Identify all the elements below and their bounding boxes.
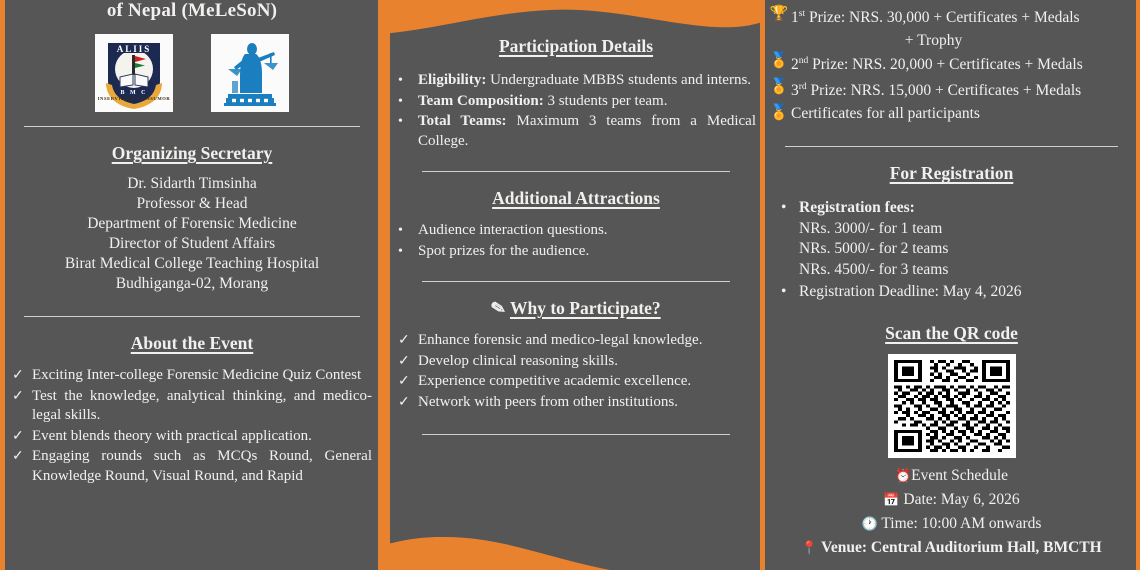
list-item [6, 387, 372, 426]
list-item-text: Spot prizes for the audience. [418, 242, 590, 259]
list-item [392, 112, 756, 151]
pencil-icon: ✎ [489, 296, 508, 320]
organizing-secretary-heading: Organizing Secretary [111, 143, 273, 163]
prize-rank-suffix: rd [798, 82, 807, 93]
check-icon: ✓ [398, 374, 410, 389]
medal-icon: 🏅 [769, 105, 789, 122]
prize-rank: 2 [791, 56, 799, 74]
secretary-designation: Professor & Head [136, 195, 248, 212]
list-item-text: Test the knowledge, analytical thinking, and medico-legal skills. [32, 387, 372, 423]
meleson-lady-justice-logo [211, 34, 289, 112]
registration-list [767, 198, 1136, 303]
prizes-list [767, 4, 1136, 124]
prize-text [791, 4, 1136, 28]
additional-attractions-heading: Additional Attractions [492, 188, 660, 208]
check-icon: ✓ [398, 353, 410, 369]
prize-text [791, 51, 1136, 75]
middle-column [392, 0, 760, 570]
list-item-text: Maximum 3 teams from a Medical College. [418, 113, 757, 149]
middle-divider-3 [422, 434, 730, 435]
organizing-secretary-details [6, 174, 378, 294]
left-divider-2 [24, 316, 360, 317]
why-participate-heading [392, 298, 760, 319]
registration-fee-3-teams: NRs. 4500/- for 3 teams [799, 260, 949, 278]
prize-detail: Certificates for all participants [791, 105, 980, 123]
event-date-text: Date: May 6, 2026 [903, 490, 1020, 508]
registration-deadline: Registration Deadline: May 4, 2026 [799, 283, 1022, 301]
list-item [392, 352, 760, 372]
svg-text:B M C: B M C [120, 90, 148, 96]
about-the-event-heading: About the Event [130, 333, 254, 353]
clock-icon: 🕐 [861, 515, 878, 531]
column-divider-left [378, 0, 390, 570]
prize-rank: 1 [791, 9, 799, 27]
scan-qr-heading: Scan the QR code [885, 322, 1018, 343]
organization-title: of Nepal (MeLeSoN) [106, 0, 278, 21]
list-item [392, 221, 760, 241]
middle-divider-1 [422, 171, 730, 172]
list-item-text: Enhance forensic and medico-legal knowledge. [418, 332, 703, 348]
participation-details-list [392, 71, 760, 151]
event-schedule [767, 464, 1136, 560]
event-schedule-heading-text: Event Schedule [911, 466, 1009, 484]
secretary-institution: Birat Medical College Teaching Hospital [64, 255, 320, 272]
for-registration-heading: For Registration [889, 163, 1014, 184]
list-item [6, 447, 372, 486]
list-item [392, 71, 756, 91]
list-item-text: Experience competitive academic excellence. [418, 373, 692, 389]
list-item-label: Total Teams: [418, 113, 507, 129]
about-the-event-list [6, 366, 378, 486]
check-icon: ✓ [12, 388, 24, 404]
logo-row [6, 34, 378, 112]
prize-detail: Prize: NRS. 30,000 + Certificates + Medals [808, 9, 1080, 27]
alarm-clock-icon: ⏰ [894, 467, 912, 483]
list-item-text: Event blends theory with practical application. [32, 427, 312, 444]
list-item [392, 331, 760, 351]
check-icon: ✓ [12, 449, 24, 464]
bullet-icon: • [398, 243, 403, 259]
event-venue-row [767, 536, 1136, 560]
prize-rank-suffix: nd [798, 56, 809, 67]
list-item-text: Network with peers from other institutions. [418, 393, 678, 410]
prize-row [767, 103, 1136, 124]
bottom-wave-decoration [380, 528, 762, 570]
prize-detail: Prize: NRS. 15,000 + Certificates + Medals [810, 82, 1082, 100]
check-icon: ✓ [12, 428, 24, 444]
registration-fee-2-teams: NRs. 5000/- for 2 teams [799, 240, 949, 258]
list-item [6, 366, 372, 386]
trophy-icon: 🏆 [769, 6, 789, 22]
list-item [6, 427, 372, 447]
event-time-row [767, 512, 1136, 536]
bullet-icon: • [781, 283, 787, 301]
list-item-text: Exciting Inter-college Forensic Medicine Quiz Contest [32, 367, 362, 383]
secretary-department: Department of Forensic Medicine [87, 215, 297, 232]
check-icon: ✓ [398, 394, 410, 410]
prize-rank-suffix: st [798, 9, 806, 19]
bullet-icon: • [398, 114, 403, 129]
bullet-icon: • [398, 93, 403, 109]
event-time-text: Time: 10:00 AM onwards [881, 514, 1042, 532]
list-item [767, 198, 1136, 280]
list-item [767, 282, 1136, 303]
list-item [392, 242, 760, 262]
registration-qr-code[interactable] [888, 354, 1016, 458]
list-item-text: 3 students per team. [547, 92, 668, 109]
top-wave-decoration [380, 0, 762, 34]
left-divider-1 [24, 126, 360, 127]
event-venue-text: Venue: Central Auditorium Hall, BMCTH [821, 538, 1102, 556]
medal-2-icon: 🏅 [769, 53, 789, 70]
bullet-icon: • [398, 73, 403, 88]
right-divider-1 [785, 146, 1118, 147]
bmc-crest-logo [95, 34, 173, 112]
list-item [392, 372, 760, 392]
prize-row [767, 51, 1136, 75]
prize-row [767, 77, 1136, 101]
prize-first-extra: + Trophy [904, 32, 963, 50]
list-item-label: Eligibility: [418, 72, 487, 88]
list-item-text: Engaging rounds such as MCQs Round, General Knowledge Round, Visual Round, and Rapid [32, 448, 372, 484]
location-pin-icon: 📍 [801, 539, 818, 555]
why-participate-list [392, 331, 760, 412]
secretary-role: Director of Student Affairs [108, 235, 276, 252]
event-date-row [767, 488, 1136, 512]
secretary-address: Budhiganga-02, Morang [115, 275, 269, 292]
bullet-icon: • [398, 223, 403, 238]
additional-attractions-list [392, 221, 760, 261]
qr-code-wrapper [767, 354, 1136, 458]
list-item-text: Develop clinical reasoning skills. [418, 352, 618, 369]
middle-divider-2 [422, 281, 730, 282]
medal-3-icon: 🏅 [769, 79, 789, 96]
list-item-text: Undergraduate MBBS students and interns. [490, 72, 752, 88]
list-item [392, 92, 756, 112]
svg-text:INSERVIENDO CONSUMOR: INSERVIENDO CONSUMOR [98, 96, 170, 101]
participation-details-heading: Participation Details [498, 36, 654, 56]
prize-detail: Prize: NRS. 20,000 + Certificates + Medals [812, 56, 1083, 74]
registration-fees-label: Registration fees: [799, 199, 915, 217]
column-divider-right [760, 0, 765, 570]
svg-text:ALIIS: ALIIS [116, 44, 152, 54]
prize-text [791, 77, 1136, 101]
left-column [6, 0, 378, 570]
calendar-icon: 📅 [883, 491, 900, 507]
secretary-name: Dr. Sidarth Timsinha [127, 175, 257, 192]
registration-fee-1-team: NRs. 3000/- for 1 team [799, 219, 943, 237]
prize-rank: 3 [791, 82, 799, 100]
why-participate-heading-text: Why to Participate? [510, 298, 661, 318]
list-item-text: Audience interaction questions. [418, 222, 608, 238]
list-item-label: Team Composition: [418, 92, 544, 109]
list-item [392, 393, 760, 413]
prize-row [767, 4, 1136, 28]
left-edge-accent-bar [0, 0, 5, 570]
right-edge-accent-bar [1136, 0, 1140, 570]
bullet-icon: • [781, 199, 787, 217]
check-icon: ✓ [398, 333, 410, 348]
check-icon: ✓ [12, 368, 24, 383]
event-schedule-heading [767, 464, 1136, 488]
right-column [767, 0, 1136, 570]
